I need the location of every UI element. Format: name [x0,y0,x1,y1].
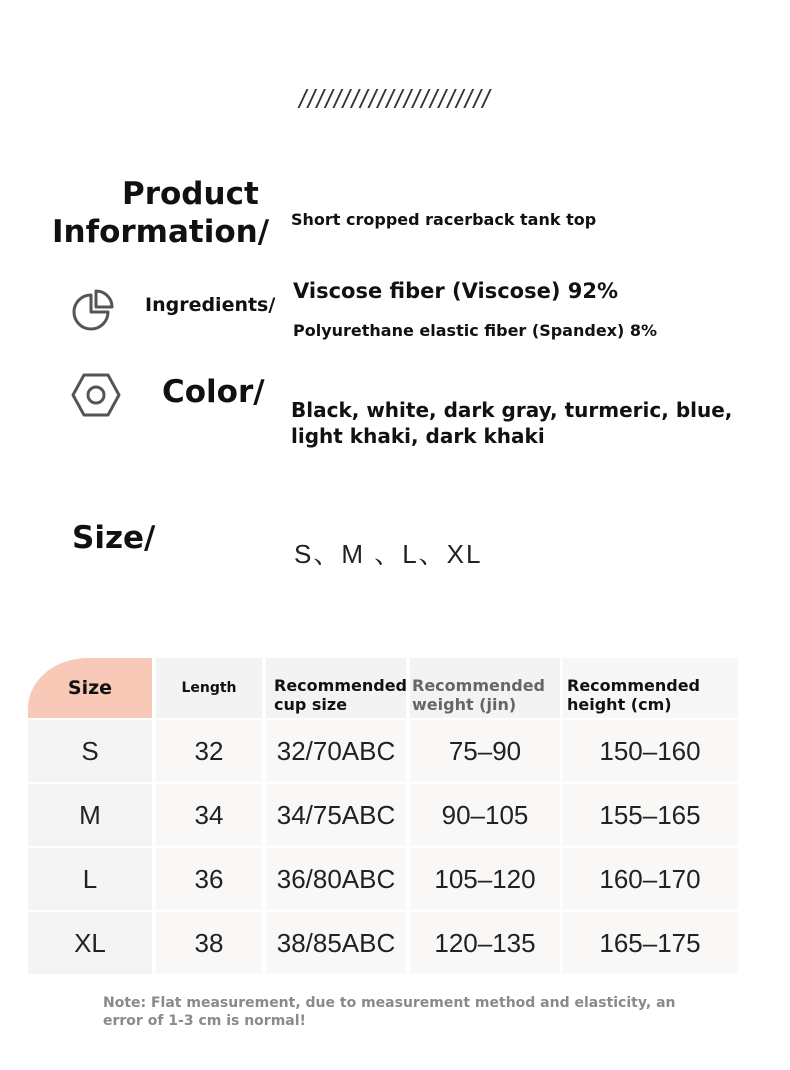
ingredients-value-line1: Viscose fiber (Viscose) 92% [293,279,618,303]
ingredients-value-line2: Polyurethane elastic fiber (Spandex) 8% [293,321,658,340]
table-header-length: Length [156,658,262,718]
table-cell-cup: 32/70ABC [266,720,406,782]
table-cell-size: S [28,720,152,782]
decorative-slash-divider: ////////////////////// [299,84,491,114]
color-label: Color/ [162,374,265,410]
pie-chart-icon [71,289,115,333]
table-cell-weight: 90–105 [410,784,560,846]
table-cell-size: XL [28,912,152,974]
product-info-value: Short cropped racerback tank top [291,210,597,229]
table-cell-weight: 105–120 [410,848,560,910]
table-cell-weight: 120–135 [410,912,560,974]
color-value-line2: light khaki, dark khaki [291,424,545,448]
measurement-note: Note: Flat measurement, due to measurement method and elasticity, an error of 1-3 cm is normal! [103,995,676,1029]
table-cell-size: L [28,848,152,910]
table-cell-length: 34 [156,784,262,846]
table-cell-height: 165–175 [562,912,738,974]
table-cell-cup: 38/85ABC [266,912,406,974]
size-options: S、M 、L、XL [294,539,483,569]
table-cell-cup: 34/75ABC [266,784,406,846]
hexagon-icon [71,372,121,418]
color-value-line1: Black, white, dark gray, turmeric, blue, [291,398,733,422]
ingredients-label: Ingredients/ [145,294,276,316]
table-header-height: Recommended height (cm) [562,658,738,718]
table-header-cup-size: Recommended cup size [266,658,406,718]
table-cell-height: 150–160 [562,720,738,782]
table-cell-length: 36 [156,848,262,910]
table-header-size: Size [28,658,152,718]
product-info-label-line2: Information/ [52,214,270,250]
size-label: Size/ [72,520,156,556]
table-cell-cup: 36/80ABC [266,848,406,910]
table-cell-height: 155–165 [562,784,738,846]
table-cell-height: 160–170 [562,848,738,910]
table-cell-size: M [28,784,152,846]
product-info-label-line1: Product [122,176,259,212]
table-cell-length: 38 [156,912,262,974]
table-cell-weight: 75–90 [410,720,560,782]
table-cell-length: 32 [156,720,262,782]
table-header-weight: Recommended weight (jin) [410,658,560,718]
